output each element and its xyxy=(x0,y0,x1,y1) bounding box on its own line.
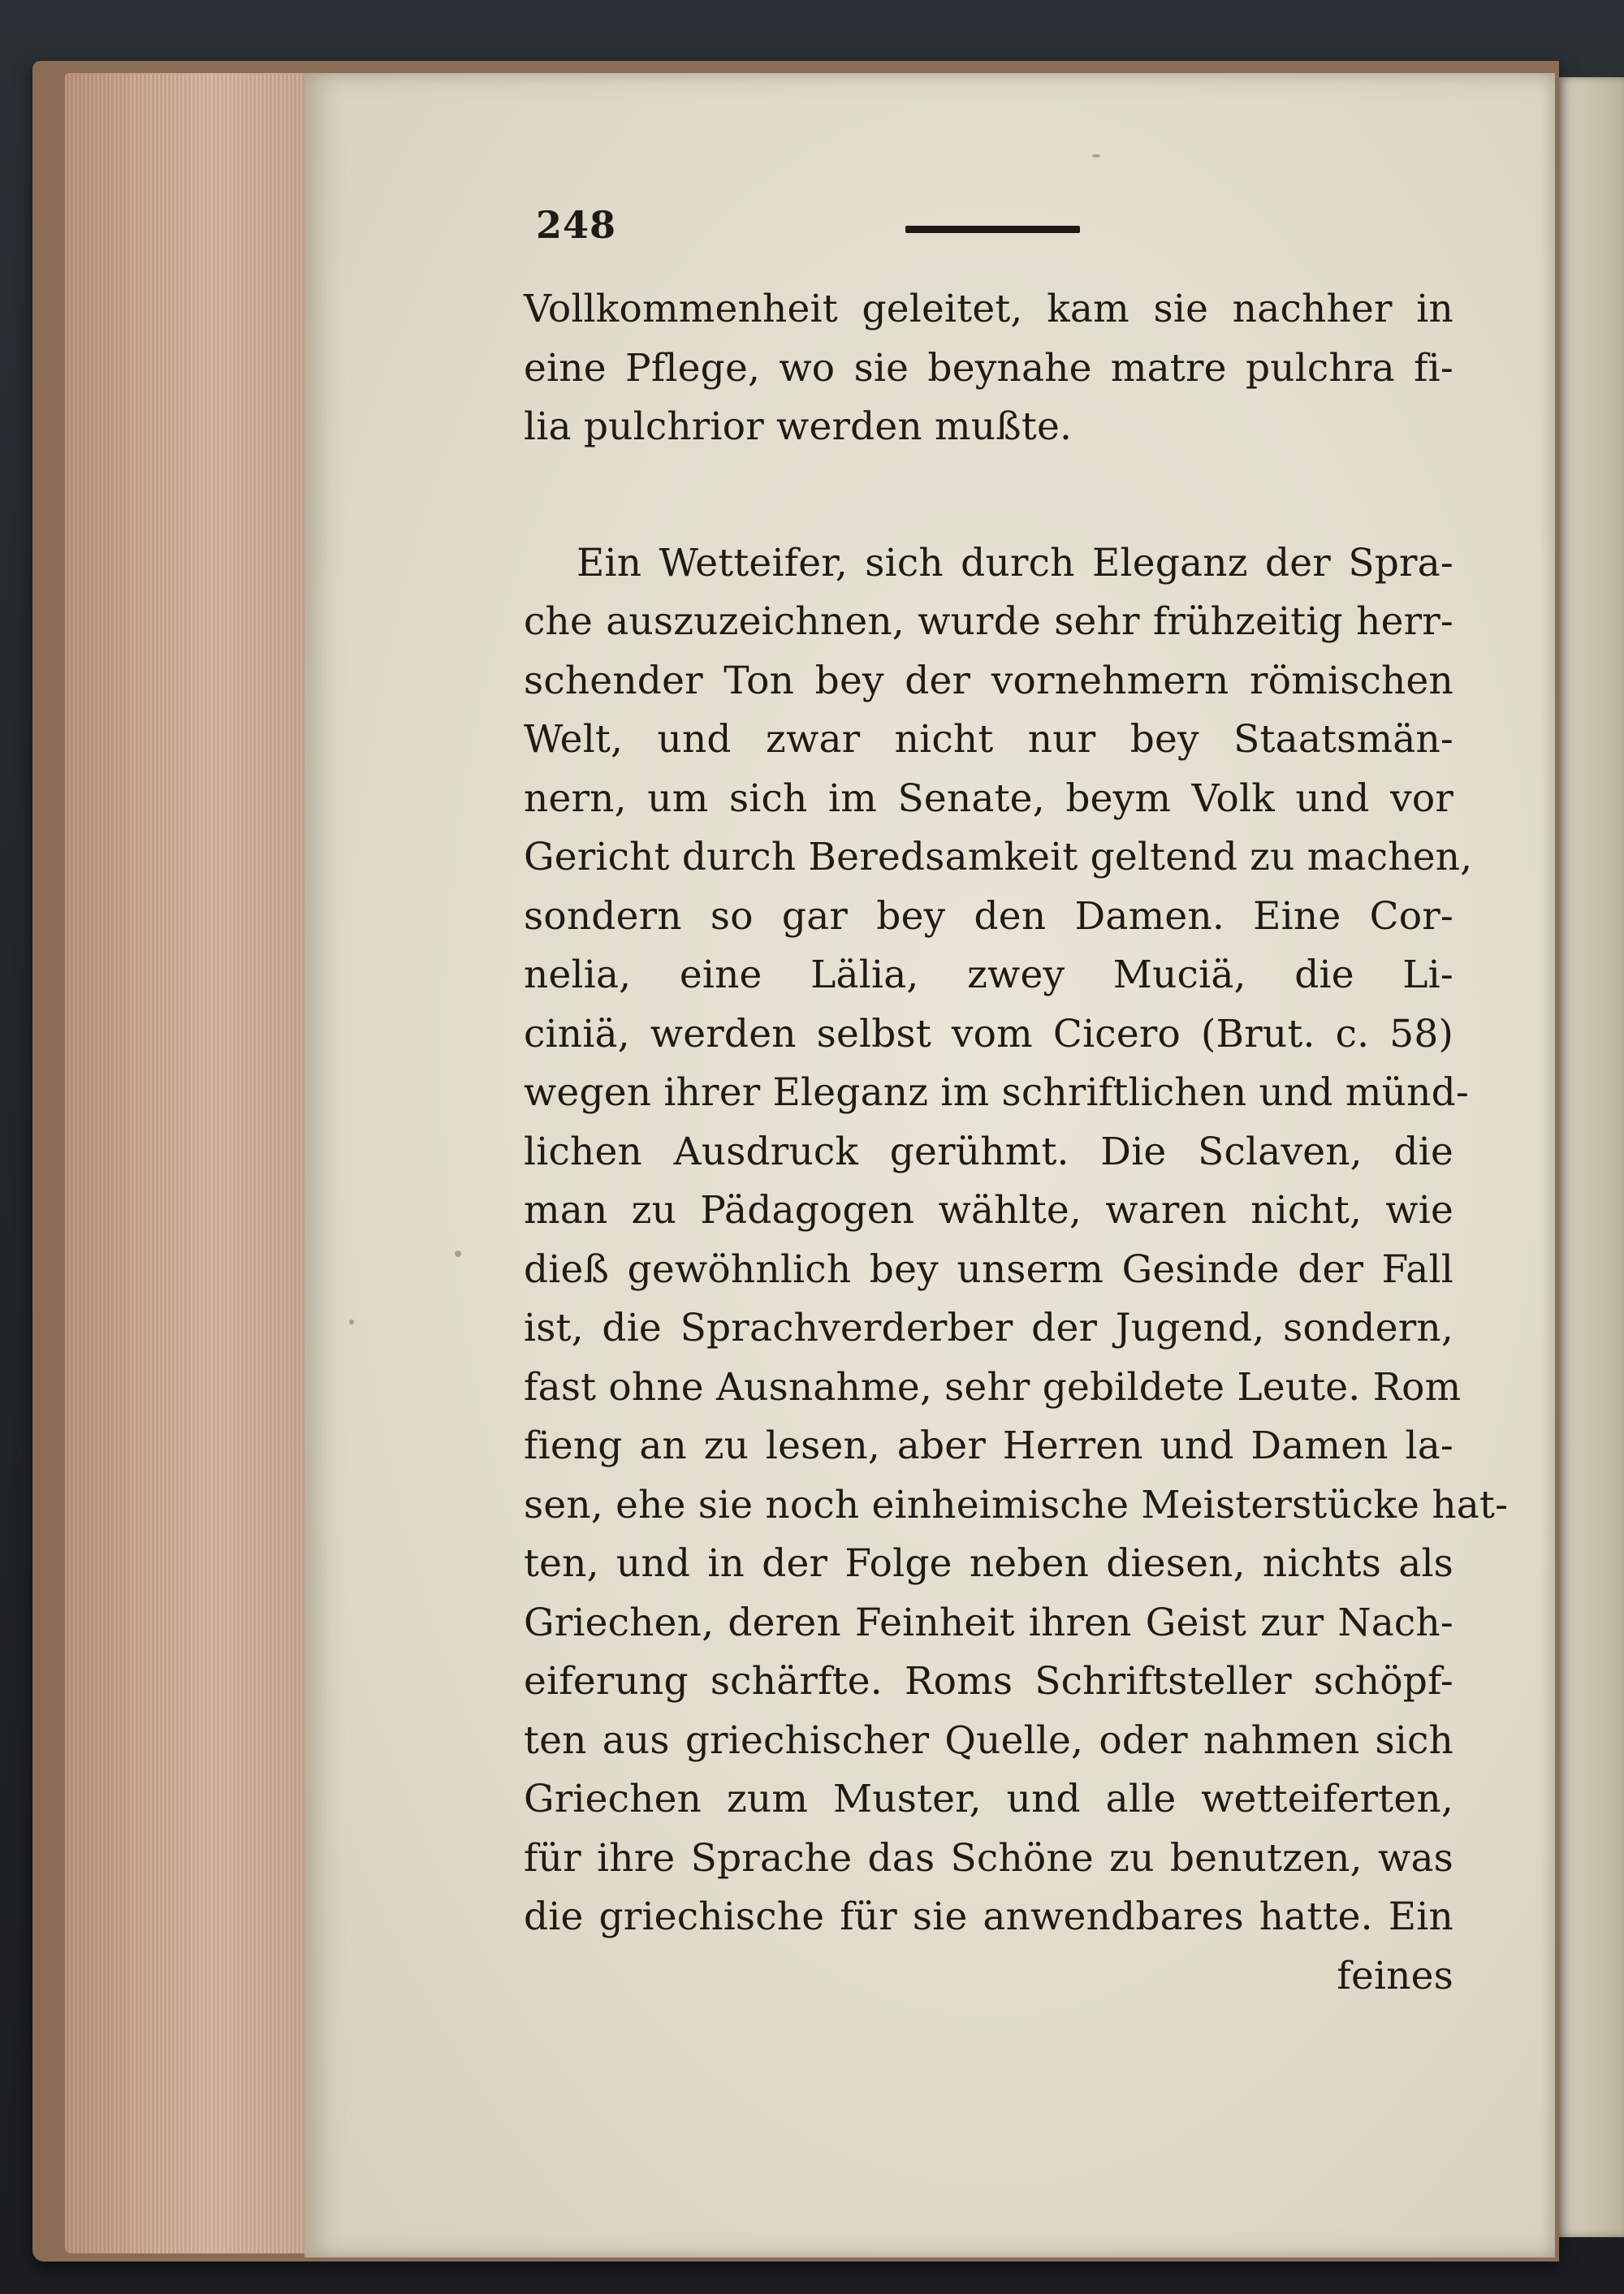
text-line: fieng an zu lesen, aber Herren und Damen la- xyxy=(524,1423,1453,1468)
text-line: Griechen, deren Feinheit ihren Geist zur Nach- xyxy=(524,1600,1453,1645)
adjacent-page-edge xyxy=(1555,77,1624,2237)
paper-speck xyxy=(1092,154,1100,158)
page-text xyxy=(524,280,1509,2006)
text-line: ten aus griechischer Quelle, oder nahmen sich xyxy=(524,1717,1453,1763)
text-line: fast ohne Ausnahme, sehr gebildete Leute. Rom xyxy=(524,1364,1462,1410)
text-line: nelia, eine Lälia, zwey Muciä, die Li- xyxy=(524,953,1453,997)
text-line: ten, und in der Folge neben diesen, nichts als xyxy=(524,1541,1453,1586)
text-line: ist, die Sprachverderber der Jugend, sondern, xyxy=(524,1306,1453,1350)
paragraph-gap xyxy=(524,457,1453,534)
text-line: eine Pflege, wo sie beynahe matre pulchra fi- xyxy=(524,345,1453,391)
text-line: wegen ihrer Eleganz im schriftlichen und münd- xyxy=(524,1070,1469,1115)
text-line: ciniä, werden selbst vom Cicero (Brut. c. 58) xyxy=(524,1011,1453,1056)
page-number: 248 xyxy=(536,203,617,247)
text-line: die griechische für sie anwendbares hatte. Ein xyxy=(524,1894,1453,1939)
header-rule xyxy=(905,226,1080,233)
text-line: lia pulchrior werden mußte. xyxy=(524,404,1073,449)
text-line: Griechen zum Muster, und alle wetteiferten, xyxy=(524,1777,1453,1821)
paragraph-2 xyxy=(524,534,1509,1947)
text-line: lichen Ausdruck gerühmt. Die Sclaven, die xyxy=(524,1129,1453,1174)
text-line: man zu Pädagogen wählte, waren nicht, wie xyxy=(524,1188,1453,1233)
text-line: Welt, und zwar nicht nur bey Staatsmän- xyxy=(524,717,1453,762)
text-line: schender Ton bey der vornehmern römischen xyxy=(524,658,1453,703)
text-line: Gericht durch Beredsamkeit geltend zu machen, xyxy=(524,835,1473,879)
page-header xyxy=(536,203,1429,268)
text-line: für ihre Sprache das Schöne zu benutzen, was xyxy=(524,1835,1453,1881)
page-edges xyxy=(65,73,309,2253)
catchword: feines xyxy=(1337,1953,1453,1998)
paper-speck xyxy=(349,1320,354,1324)
text-line: Ein Wetteifer, sich durch Eleganz der Spra- xyxy=(577,540,1453,585)
paper-speck xyxy=(455,1251,461,1257)
text-line: che auszuzeichnen, wurde sehr frühzeitig herr- xyxy=(524,599,1453,644)
text-line: nern, um sich im Senate, beym Volk und vor xyxy=(524,775,1453,821)
text-line: eiferung schärfte. Roms Schriftsteller schöpf- xyxy=(524,1659,1453,1704)
paragraph-1 xyxy=(524,280,1453,457)
text-line: sen, ehe sie noch einheimische Meisterstücke hat- xyxy=(524,1482,1509,1527)
text-line: Vollkommenheit geleitet, kam sie nachher in xyxy=(524,287,1453,331)
text-line: dieß gewöhnlich bey unserm Gesinde der Fall xyxy=(524,1246,1453,1292)
text-line: sondern so gar bey den Damen. Eine Cor- xyxy=(524,893,1453,939)
